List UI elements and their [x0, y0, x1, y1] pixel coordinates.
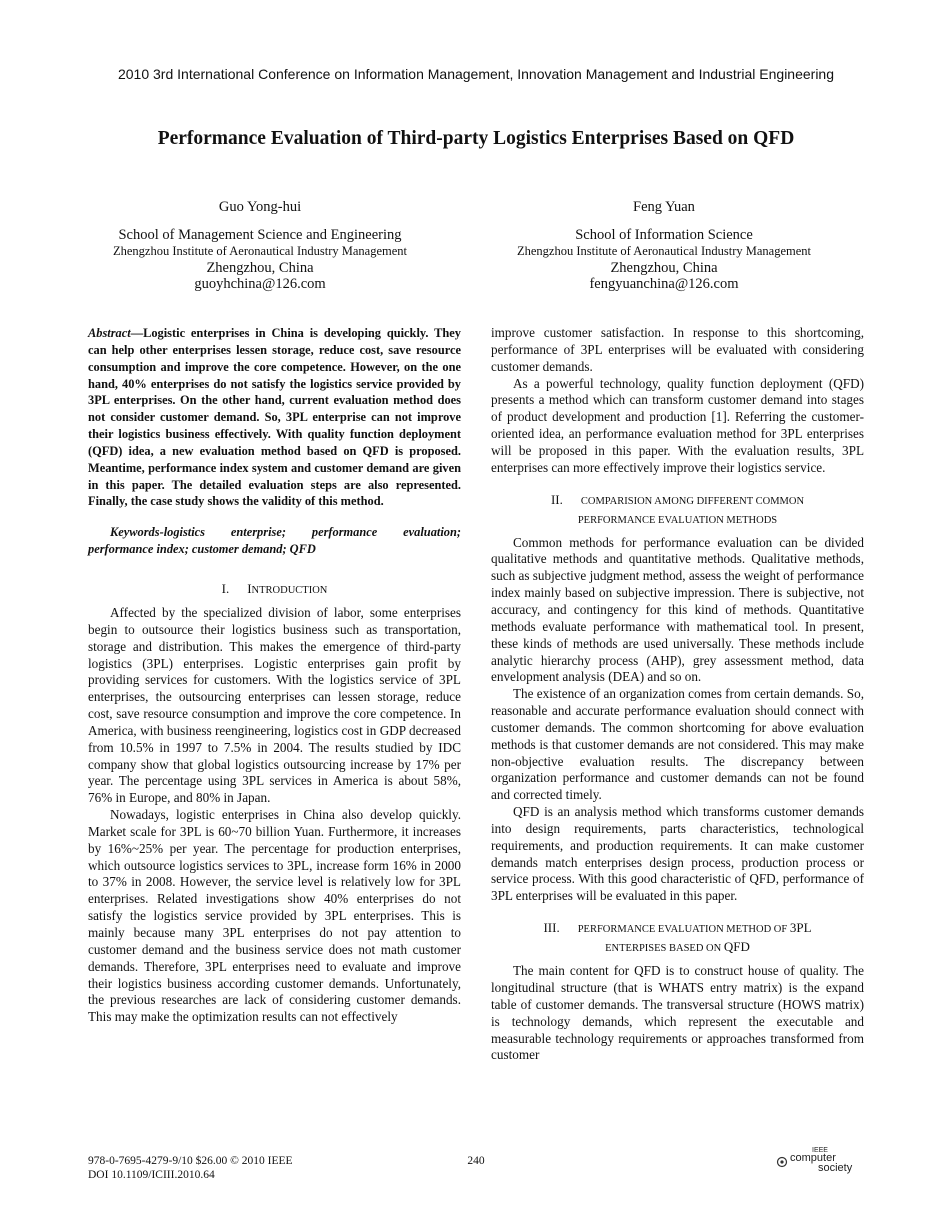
author-institution: Zhengzhou Institute of Aeronautical Industry Management	[112, 244, 407, 258]
section-heading-comparison	[491, 491, 864, 529]
method-paragraph-1: The main content for QFD is to construct house of quality. The longitudinal structure (that is WHATS entry matrix) is the expand table of customer demands. The transversal structure (HOWS matrix) is technology demands, which represent the executable and measurable technology requirements or approaches transformed from customer	[491, 963, 864, 1063]
author-name: Feng Yuan	[633, 199, 695, 215]
section-title-rest: NTRODUCTION	[251, 584, 328, 596]
intro-paragraph-2: Nowadays, logistic enterprises in China also develop quickly. Market scale for 3PL is 60~70 billion Yuan. Furthermore, it increases by 16%~25% per year. The percentage for production enterprises, which outsource logistics services to 3PL, increase form 16% in 2000 to 37% in 2008. However, the service level is relatively low for 3PL enterprises. Related investigations show 40% enterprises do not satisfy the logistics service provided by 3PL enterprises. This is mainly because many 3PL enterprises do not pay attention to customer demand and the business service does not math customer demands. Therefore, 3PL enterprises need to evaluate and improve their logistics business according customer demands. Unfortunately, the previous researches are lack of considering customer demands. This may make the optimization results can not effectively	[88, 807, 461, 1025]
intro-paragraph-2-continued: improve customer satisfaction. In response to this shortcoming, performance of 3PL enterprises will be evaluated with considering customer demands.	[491, 325, 864, 374]
page-number: 240	[467, 1155, 485, 1167]
section-heading-introduction	[88, 580, 461, 599]
footer-isbn: 978-0-7695-4279-9/10 $26.00 © 2010 IEEE	[88, 1155, 293, 1167]
computer-society-logo	[776, 1146, 866, 1176]
author-email[interactable]: guoyhchina@126.com	[194, 276, 326, 292]
conference-header: 2010 3rd International Conference on Information Management, Innovation Management and Industrial Engineering	[117, 66, 835, 82]
keywords: Keywords-logistics enterprise; performance evaluation; performance index; customer demand; QFD	[88, 525, 461, 557]
author-email[interactable]: fengyuanchina@126.com	[589, 276, 739, 292]
comparison-paragraph-1: Common methods for performance evaluation can be divided qualitative methods and quantitative methods. Qualitative methods, such as subjective judgment method, assess the weight of performance index mainly based on subjective impression. There is subjective, not accuracy, and contingency for this kind of methods. Quantitative methods evaluate performance with mathematical tool. In present, these kinds of methods are used universally. These methods include analytic hierarchy process (AHP), grey assessment method, data envelopment analysis (DEA) and so on.	[491, 534, 864, 685]
right-column	[491, 325, 864, 1064]
abstract-text: —Logistic enterprises in China is developing quickly. They can help other enterprises lessen storage, reduce cost, save resource consumption and improve the core competence. However, on the one hand, 40% enterprises do not satisfy the logistics service provided by 3PL enterprises. On the other hand, current evaluation method does not consider customer demand. So, 3PL enterprise can not improve their logistics business effectively. With quality function deployment (QFD) idea, a new evaluation method based on QFD is proposed. Meantime, performance index system and customer demand are given in this paper. The detailed evaluation steps are also represented. Finally, the case study shows the validity of this method.	[88, 326, 461, 509]
intro-paragraph-1: Affected by the specialized division of labor, some enterprises begin to outsource their logistics business such as transportation, storage and distribution. This makes the emergence of third-party logistics (3PL) enterprises. Logistic enterprises gain profit by providing services for customers. With the logistics service of 3PL enterprises, the outsourcing enterprises can lessen storage, reduce cost, save resource consumption and improve the core competence. In America, with business reengineering, logistics cost in GDP decreased from 10.5% in 1997 to 7.5% in 2004. The results studied by IDC company show that global logistics outsourcing increase by 17% per year. The percentage using 3PL services in America is about 58%, 76% in Europe, and 80% in Japan.	[88, 604, 461, 806]
section-title-part-d: QFD	[723, 939, 750, 955]
section-title-part-c: ENTERPISES BASED ON	[605, 943, 724, 955]
logo-mark-icon	[776, 1156, 788, 1168]
abstract	[88, 325, 461, 510]
section-number: II.	[550, 491, 563, 507]
author-city: Zhengzhou, China	[206, 259, 314, 276]
intro-paragraph-3: As a powerful technology, quality function deployment (QFD) presents a method which can transform customer demand into stages of product development and production [1]. Referring the customer-oriented idea, an performance evaluation method for 3PL enterprises will be proposed in this paper. With the evaluation results, 3PL enterprises can more effectively improve their logistics service.	[491, 375, 864, 475]
author-dept: School of Management Science and Engineering	[118, 226, 402, 243]
left-column	[88, 325, 461, 1026]
section-title-part-b: 3PL	[789, 920, 812, 936]
author-city: Zhengzhou, China	[610, 259, 718, 276]
section-number: I.	[221, 580, 230, 596]
footer-doi: DOI 10.1109/ICIII.2010.64	[88, 1169, 215, 1181]
section-number: III.	[543, 920, 560, 936]
section-title-first: I	[247, 580, 252, 596]
author-institution: Zhengzhou Institute of Aeronautical Industry Management	[516, 244, 811, 258]
logo-society-text: society	[818, 1162, 853, 1174]
logo-computer-text: computer	[790, 1152, 836, 1164]
abstract-lead: Abstract	[88, 326, 131, 340]
author-name: Guo Yong-hui	[218, 199, 302, 215]
author-block-1	[60, 199, 460, 293]
section-title-line-1: COMPARISION AMONG DIFFERENT COMMON	[580, 495, 805, 507]
footer-left	[88, 1154, 293, 1182]
section-title-part-a: PERFORMANCE EVALUATION METHOD OF	[577, 924, 790, 936]
author-dept: School of Information Science	[575, 226, 753, 243]
paper-title: Performance Evaluation of Third-party Logistics Enterprises Based on QFD	[157, 128, 795, 149]
logo-ieee-text: IEEE	[812, 1147, 828, 1154]
section-heading-method	[491, 919, 864, 957]
section-title-line-2: PERFORMANCE EVALUATION METHODS	[577, 514, 778, 526]
comparison-paragraph-3: QFD is an analysis method which transforms customer demands into design requirements, parts characteristics, technological requirements, and production requirements. It can make customer demands match enterprises design process, production process or service process. With this good characteristic of QFD, performance of 3PL enterprises will be evaluated in this paper.	[491, 804, 864, 904]
author-block-2	[464, 199, 864, 293]
comparison-paragraph-2: The existence of an organization comes from certain demands. So, reasonable and accurate performance evaluation should connect with customer demands. The common shortcoming for above evaluation methods is that customer demands are not considered. This may make non-objective evaluation results. The discrepancy between organization performance and customer demands can not be found and corrected timely.	[491, 686, 864, 803]
